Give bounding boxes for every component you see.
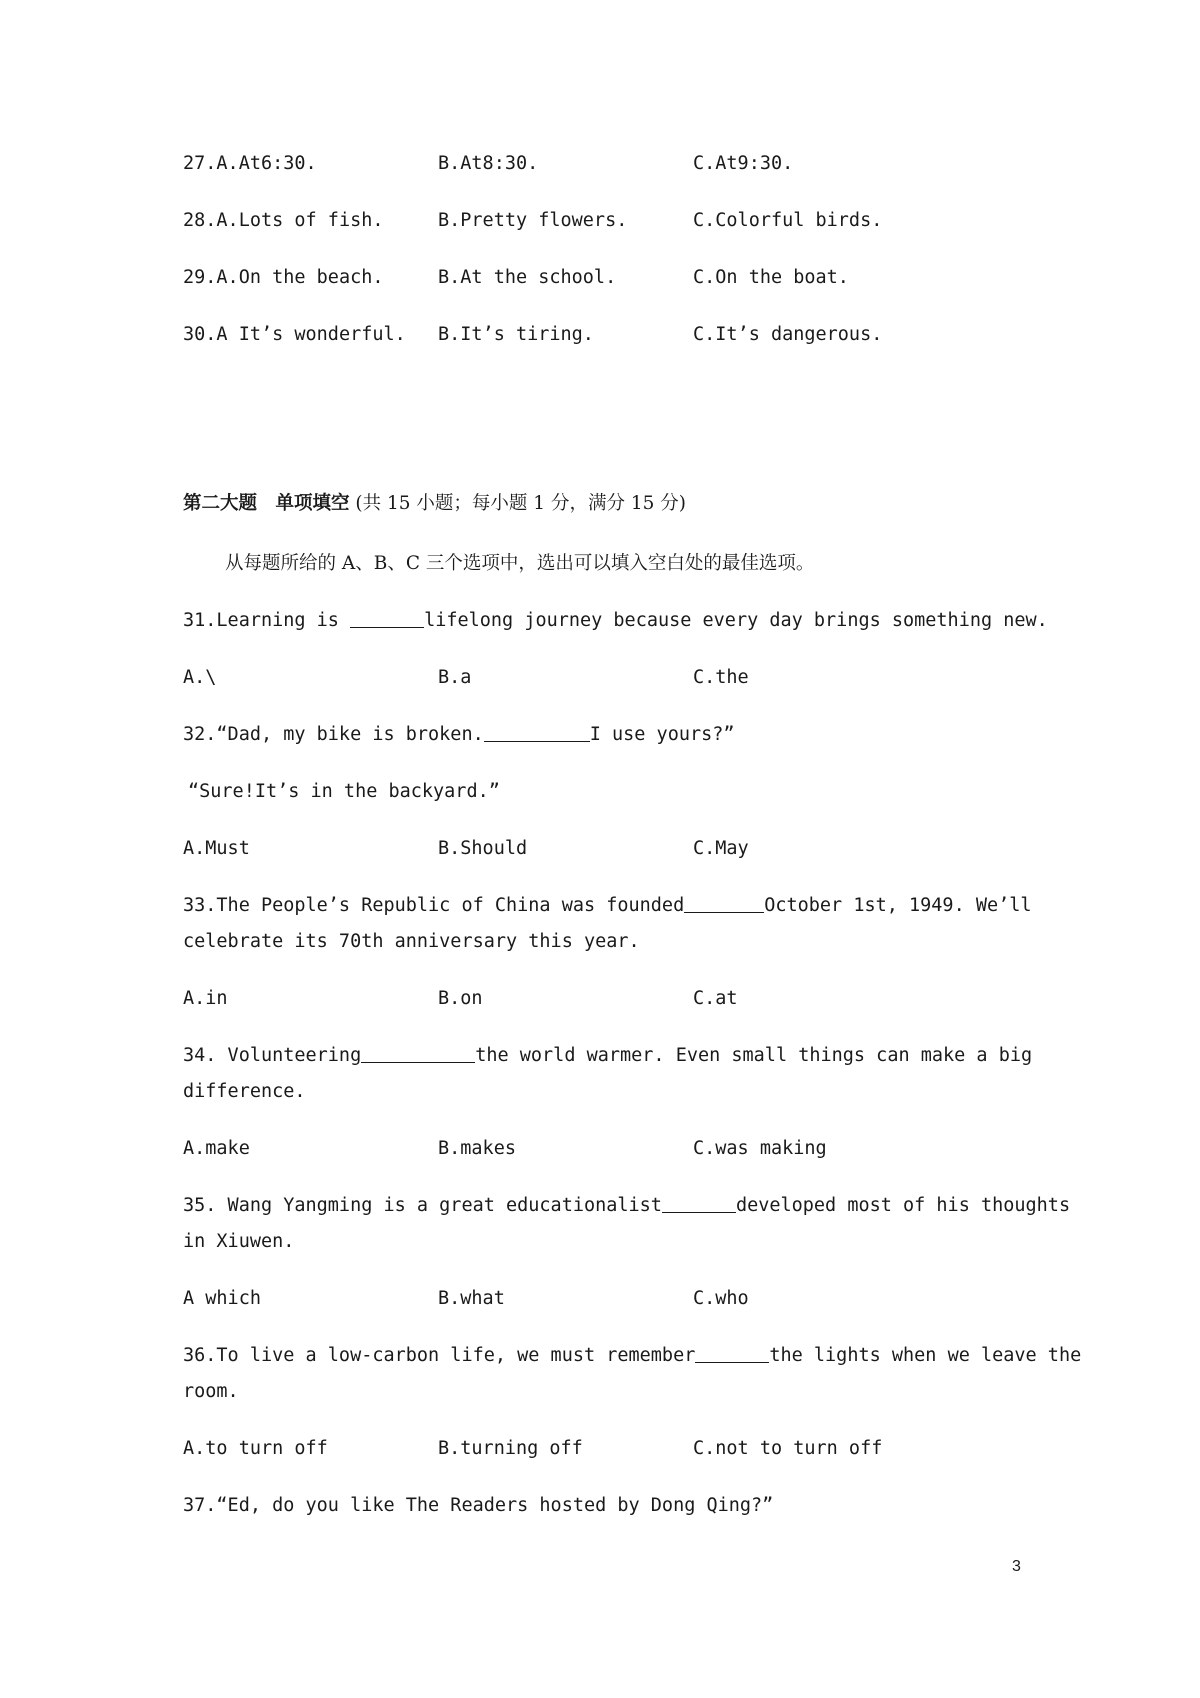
question-number: 27.	[183, 153, 217, 174]
option-c: C.the	[693, 667, 749, 688]
option-c: C.who	[693, 1288, 749, 1309]
question-31	[183, 603, 1048, 639]
listening-question-30	[183, 317, 1023, 353]
question-text-before: 33.The People’s Republic of China was founded	[183, 895, 685, 916]
option-c: C.was making	[693, 1138, 827, 1159]
question-34	[183, 1038, 1033, 1074]
section-title-scoring: (共 15 小题；每小题 1 分，满分 15 分)	[355, 493, 686, 514]
question-33-options	[183, 981, 1023, 1017]
question-number: 29.	[183, 267, 217, 288]
page-number: 3	[1012, 1558, 1021, 1575]
option-b: B.It’s tiring.	[438, 324, 594, 345]
question-36	[183, 1338, 1082, 1374]
option-b: B.a	[438, 667, 472, 688]
question-35	[183, 1188, 1071, 1224]
option-c: C.at	[693, 988, 738, 1009]
option-b: B.Pretty flowers.	[438, 210, 628, 231]
option-a-text: A.Lots of fish.	[216, 210, 384, 231]
option-a-text: A.On the beach.	[216, 267, 384, 288]
question-text-after: the world warmer. Even small things can make a big	[475, 1045, 1033, 1066]
option-c: C.Colorful birds.	[693, 210, 883, 231]
question-35-options	[183, 1281, 1023, 1317]
question-35-line2: in Xiuwen.	[183, 1231, 295, 1252]
option-c: C.At9:30.	[693, 153, 794, 174]
option-a: A which	[183, 1288, 261, 1309]
option-b: B.At8:30.	[438, 153, 539, 174]
question-34-line2: difference.	[183, 1081, 306, 1102]
option-c: C.It’s dangerous.	[693, 324, 883, 345]
option-a: A.to turn off	[183, 1438, 328, 1459]
listening-question-29	[183, 260, 1023, 296]
question-37: 37.“Ed, do you like The Readers hosted by Dong Qing?”	[183, 1495, 774, 1516]
question-text-after: developed most of his thoughts	[735, 1195, 1071, 1216]
question-text-before: 32.“Dad, my bike is broken.	[183, 724, 484, 745]
question-text-after: October 1st, 1949. We’ll	[764, 895, 1032, 916]
option-b: B.Should	[438, 838, 528, 859]
answer-blank	[662, 1192, 736, 1213]
option-a-text: A It’s wonderful.	[216, 324, 406, 345]
option-b: B.turning off	[438, 1438, 583, 1459]
question-34-options	[183, 1131, 1023, 1167]
question-text-before: 31.Learning is	[183, 610, 351, 631]
option-b: B.on	[438, 988, 483, 1009]
option-a: A.in	[183, 988, 228, 1009]
question-36-line2: room.	[183, 1381, 239, 1402]
option-a-text: A.At6:30.	[216, 153, 317, 174]
option-a: A.make	[183, 1138, 250, 1159]
question-32-reply: “Sure!It’s in the backyard.”	[188, 781, 500, 802]
section-title	[183, 486, 686, 522]
option-a	[183, 146, 317, 182]
option-b: B.At the school.	[438, 267, 617, 288]
answer-blank	[684, 892, 764, 913]
option-a	[183, 203, 384, 239]
listening-question-27	[183, 146, 1023, 182]
option-a: A.\	[183, 667, 217, 688]
question-number: 30.	[183, 324, 217, 345]
option-b: B.makes	[438, 1138, 516, 1159]
question-33	[183, 888, 1032, 924]
option-b: B.what	[438, 1288, 505, 1309]
question-32	[183, 717, 735, 753]
question-33-line2: celebrate its 70th anniversary this year.	[183, 931, 640, 952]
question-text-after: lifelong journey because every day brings something new.	[424, 610, 1048, 631]
question-text-after: the lights when we leave the	[769, 1345, 1082, 1366]
question-text-before: 34. Volunteering	[183, 1045, 362, 1066]
question-31-options	[183, 660, 1023, 696]
option-c: C.On the boat.	[693, 267, 849, 288]
answer-blank	[695, 1342, 769, 1363]
option-a	[183, 260, 384, 296]
question-text-before: 35. Wang Yangming is a great educationalist	[183, 1195, 662, 1216]
question-32-options	[183, 831, 1023, 867]
answer-blank	[350, 607, 424, 628]
question-text-before: 36.To live a low-carbon life, we must remember	[183, 1345, 696, 1366]
option-c: C.May	[693, 838, 749, 859]
option-a: A.Must	[183, 838, 250, 859]
question-36-options	[183, 1431, 1023, 1467]
question-number: 28.	[183, 210, 217, 231]
listening-question-28	[183, 203, 1023, 239]
answer-blank	[361, 1042, 475, 1063]
option-c: C.not to turn off	[693, 1438, 883, 1459]
question-text-after: I use yours?”	[589, 724, 735, 745]
section-instruction: 从每题所给的 A、B、C 三个选项中，选出可以填入空白处的最佳选项。	[225, 553, 815, 574]
answer-blank	[484, 721, 590, 742]
option-a	[183, 317, 406, 353]
section-title-bold: 第二大题 单项填空	[183, 493, 350, 514]
